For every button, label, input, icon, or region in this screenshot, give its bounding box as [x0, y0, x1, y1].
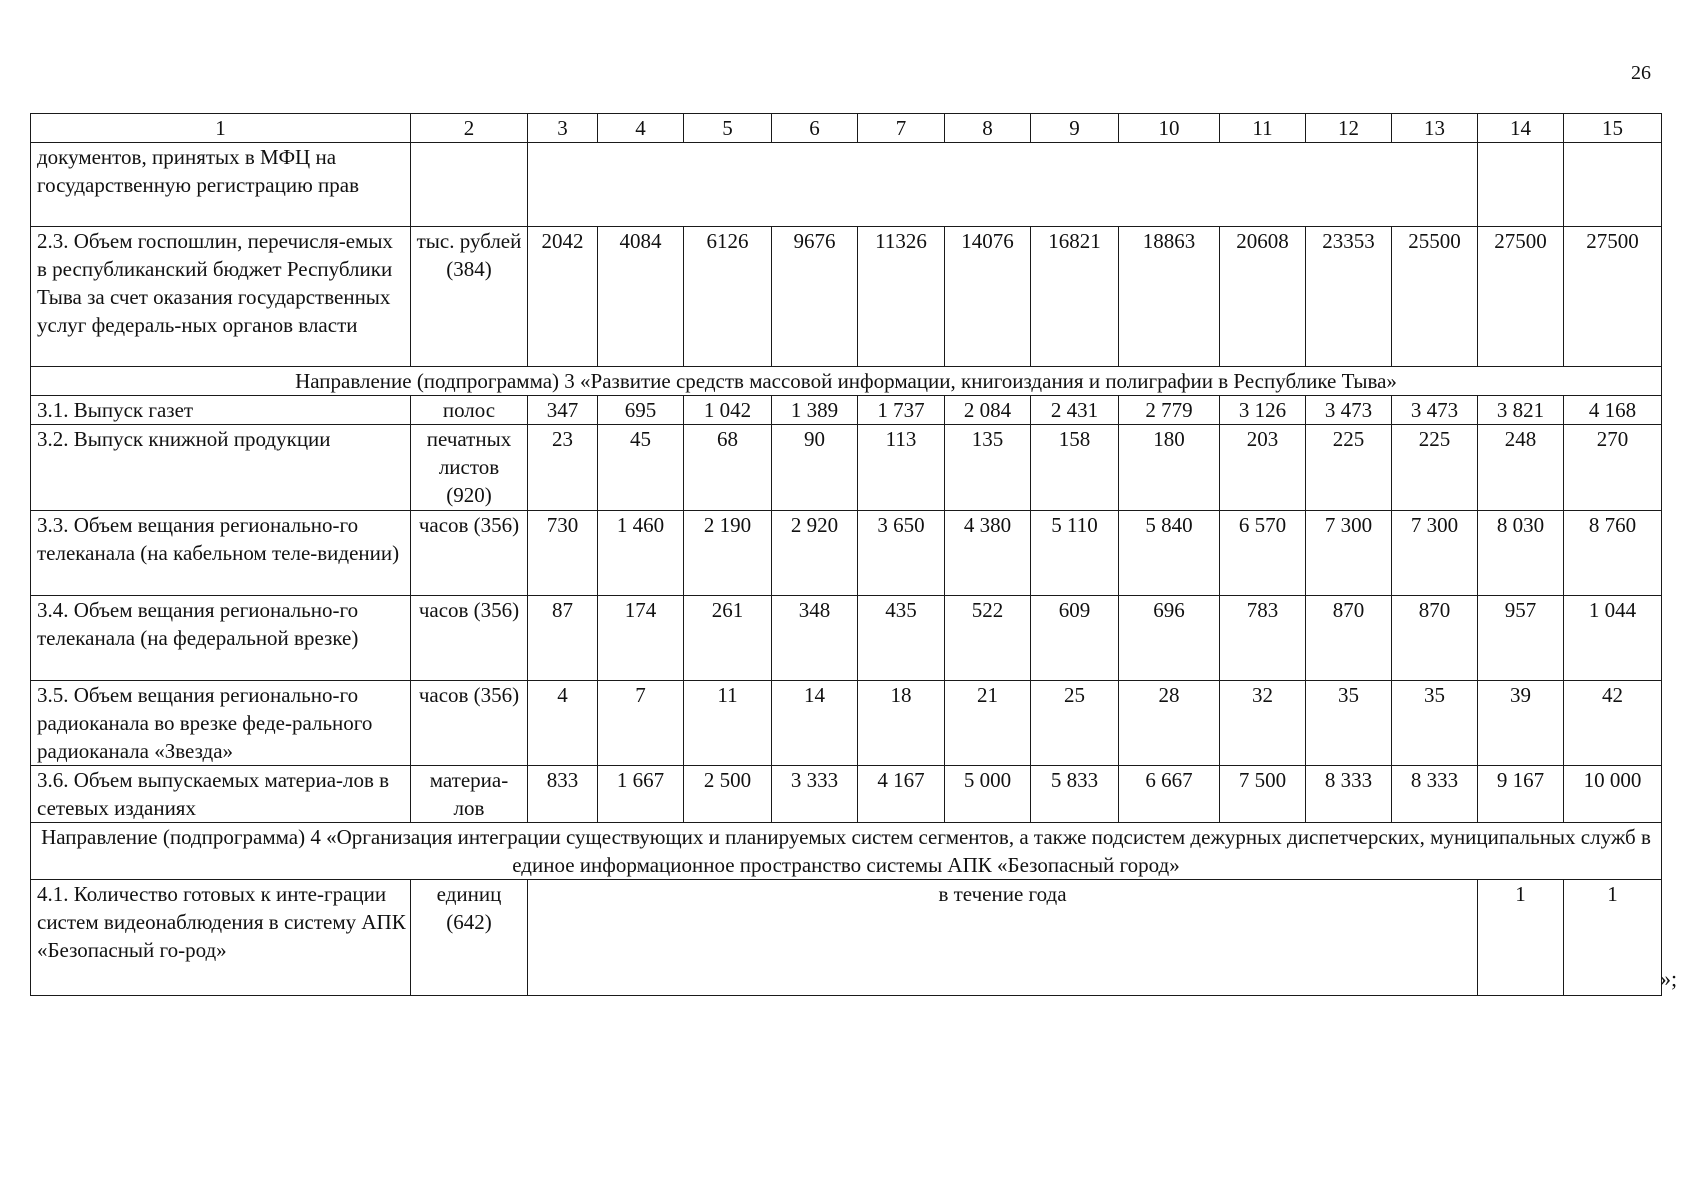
value-cell: 3 650 — [858, 511, 945, 596]
value-cell: 957 — [1478, 596, 1564, 681]
value-cell: 5 110 — [1031, 511, 1119, 596]
value-cell: 225 — [1306, 425, 1392, 511]
value-cell: 435 — [858, 596, 945, 681]
table-row — [31, 143, 1662, 227]
indicator-name: 3.4. Объем вещания регионально-го телеканала (на федеральной врезке) — [31, 596, 411, 681]
value-cell: 27500 — [1564, 227, 1662, 367]
value-cell: 270 — [1564, 425, 1662, 511]
column-number: 6 — [772, 114, 858, 143]
column-number: 15 — [1564, 114, 1662, 143]
indicator-name: 3.6. Объем выпускаемых материа-лов в сетевых изданиях — [31, 766, 411, 823]
unit-cell: тыс. рублей (384) — [411, 227, 528, 367]
value-cell: 11 — [684, 681, 772, 766]
value-cell: 609 — [1031, 596, 1119, 681]
value-cell: 1 460 — [598, 511, 684, 596]
section-title: Направление (подпрограмма) 4 «Организация интеграции существующих и планируемых систем сегментов, а также подсистем дежурных диспетчерских, муниципальных служб в единое информационное пространство системы АПК «Безопасный город» — [31, 823, 1662, 880]
value-cell: 225 — [1392, 425, 1478, 511]
table-row — [31, 596, 1662, 681]
value-cell: 4 380 — [945, 511, 1031, 596]
indicator-name: 4.1. Количество готовых к инте-грации систем видеонаблюдения в систему АПК «Безопасный го-род» — [31, 880, 411, 996]
section-row — [31, 367, 1662, 396]
value-cell: 1 389 — [772, 396, 858, 425]
value-cell: 6 667 — [1119, 766, 1220, 823]
value-cell: 1 042 — [684, 396, 772, 425]
value-cell: 1 737 — [858, 396, 945, 425]
value-cell: 14076 — [945, 227, 1031, 367]
value-cell: 3 126 — [1220, 396, 1306, 425]
merged-period-cell: в течение года — [528, 880, 1478, 996]
value-cell: 14 — [772, 681, 858, 766]
value-cell: 730 — [528, 511, 598, 596]
column-number: 4 — [598, 114, 684, 143]
indicator-name: 3.2. Выпуск книжной продукции — [31, 425, 411, 511]
value-cell: 2 431 — [1031, 396, 1119, 425]
section-title: Направление (подпрограмма) 3 «Развитие средств массовой информации, книгоиздания и полиграфии в Республике Тыва» — [31, 367, 1662, 396]
table-row — [31, 396, 1662, 425]
value-cell: 18 — [858, 681, 945, 766]
value-cell: 3 473 — [1306, 396, 1392, 425]
column-number: 10 — [1119, 114, 1220, 143]
closing-quote-mark: »; — [1660, 966, 1678, 991]
table-row — [31, 766, 1662, 823]
value-cell: 27500 — [1478, 227, 1564, 367]
column-number: 5 — [684, 114, 772, 143]
column-number: 8 — [945, 114, 1031, 143]
value-cell: 4 — [528, 681, 598, 766]
value-cell: 3 333 — [772, 766, 858, 823]
value-cell: 6126 — [684, 227, 772, 367]
value-cell: 870 — [1306, 596, 1392, 681]
unit-cell: часов (356) — [411, 511, 528, 596]
value-cell: 2 500 — [684, 766, 772, 823]
table-row — [31, 681, 1662, 766]
value-cell: 522 — [945, 596, 1031, 681]
page-number: 26 — [1631, 62, 1651, 84]
value-cell: 7 300 — [1306, 511, 1392, 596]
unit-cell — [411, 143, 528, 227]
column-number: 13 — [1392, 114, 1478, 143]
value-cell: 135 — [945, 425, 1031, 511]
column-number: 7 — [858, 114, 945, 143]
value-cell: 2 779 — [1119, 396, 1220, 425]
value-cell: 25500 — [1392, 227, 1478, 367]
value-cell: 1 — [1478, 880, 1564, 996]
value-cell: 8 333 — [1392, 766, 1478, 823]
value-cell: 113 — [858, 425, 945, 511]
merged-empty-cell — [528, 143, 1478, 227]
value-cell: 8 333 — [1306, 766, 1392, 823]
value-cell: 32 — [1220, 681, 1306, 766]
column-number: 12 — [1306, 114, 1392, 143]
value-cell: 696 — [1119, 596, 1220, 681]
value-cell: 18863 — [1119, 227, 1220, 367]
value-cell: 16821 — [1031, 227, 1119, 367]
value-cell: 347 — [528, 396, 598, 425]
value-cell: 833 — [528, 766, 598, 823]
value-cell: 9676 — [772, 227, 858, 367]
column-number: 1 — [31, 114, 411, 143]
section-row — [31, 823, 1662, 880]
table-row — [31, 880, 1662, 996]
table-row — [31, 227, 1662, 367]
value-cell: 7 300 — [1392, 511, 1478, 596]
value-cell: 1 044 — [1564, 596, 1662, 681]
column-number: 9 — [1031, 114, 1119, 143]
value-cell: 203 — [1220, 425, 1306, 511]
value-cell: 21 — [945, 681, 1031, 766]
value-cell: 90 — [772, 425, 858, 511]
value-cell: 7 500 — [1220, 766, 1306, 823]
indicator-name: документов, принятых в МФЦ на государственную регистрацию прав — [31, 143, 411, 227]
value-cell: 6 570 — [1220, 511, 1306, 596]
value-cell: 5 833 — [1031, 766, 1119, 823]
value-cell: 261 — [684, 596, 772, 681]
value-cell: 4 167 — [858, 766, 945, 823]
value-cell — [1478, 143, 1564, 227]
value-cell: 39 — [1478, 681, 1564, 766]
table-row — [31, 511, 1662, 596]
value-cell: 248 — [1478, 425, 1564, 511]
unit-cell: полос — [411, 396, 528, 425]
column-number: 3 — [528, 114, 598, 143]
value-cell: 870 — [1392, 596, 1478, 681]
value-cell: 3 821 — [1478, 396, 1564, 425]
value-cell: 4 168 — [1564, 396, 1662, 425]
value-cell: 1 667 — [598, 766, 684, 823]
value-cell: 174 — [598, 596, 684, 681]
value-cell: 8 030 — [1478, 511, 1564, 596]
unit-cell: печатных листов (920) — [411, 425, 528, 511]
column-number: 2 — [411, 114, 528, 143]
value-cell: 35 — [1306, 681, 1392, 766]
value-cell: 35 — [1392, 681, 1478, 766]
value-cell: 23 — [528, 425, 598, 511]
value-cell: 2 190 — [684, 511, 772, 596]
value-cell — [1564, 143, 1662, 227]
value-cell: 2 920 — [772, 511, 858, 596]
table-row — [31, 425, 1662, 511]
value-cell: 2042 — [528, 227, 598, 367]
indicator-name: 3.1. Выпуск газет — [31, 396, 411, 425]
value-cell: 180 — [1119, 425, 1220, 511]
indicators-table — [30, 113, 1662, 996]
value-cell: 348 — [772, 596, 858, 681]
indicator-name: 3.3. Объем вещания регионально-го телеканала (на кабельном теле-видении) — [31, 511, 411, 596]
unit-cell: часов (356) — [411, 596, 528, 681]
value-cell: 4084 — [598, 227, 684, 367]
value-cell: 783 — [1220, 596, 1306, 681]
unit-cell: единиц (642) — [411, 880, 528, 996]
column-number: 14 — [1478, 114, 1564, 143]
value-cell: 68 — [684, 425, 772, 511]
value-cell: 8 760 — [1564, 511, 1662, 596]
value-cell: 10 000 — [1564, 766, 1662, 823]
value-cell: 42 — [1564, 681, 1662, 766]
value-cell: 87 — [528, 596, 598, 681]
value-cell: 695 — [598, 396, 684, 425]
indicator-name: 2.3. Объем госпошлин, перечисля-емых в республиканский бюджет Республики Тыва за счет оказания государственных услуг федераль-ных органов власти — [31, 227, 411, 367]
value-cell: 20608 — [1220, 227, 1306, 367]
value-cell: 23353 — [1306, 227, 1392, 367]
value-cell: 5 000 — [945, 766, 1031, 823]
unit-cell: часов (356) — [411, 681, 528, 766]
value-cell: 7 — [598, 681, 684, 766]
value-cell: 9 167 — [1478, 766, 1564, 823]
unit-cell: материа-лов — [411, 766, 528, 823]
column-number: 11 — [1220, 114, 1306, 143]
value-cell: 1 — [1564, 880, 1662, 996]
value-cell: 45 — [598, 425, 684, 511]
value-cell: 28 — [1119, 681, 1220, 766]
value-cell: 11326 — [858, 227, 945, 367]
value-cell: 5 840 — [1119, 511, 1220, 596]
table-header-row — [31, 114, 1662, 143]
value-cell: 2 084 — [945, 396, 1031, 425]
value-cell: 3 473 — [1392, 396, 1478, 425]
value-cell: 25 — [1031, 681, 1119, 766]
value-cell: 158 — [1031, 425, 1119, 511]
indicator-name: 3.5. Объем вещания регионально-го радиоканала во врезке феде-рального радиоканала «Звезда» — [31, 681, 411, 766]
